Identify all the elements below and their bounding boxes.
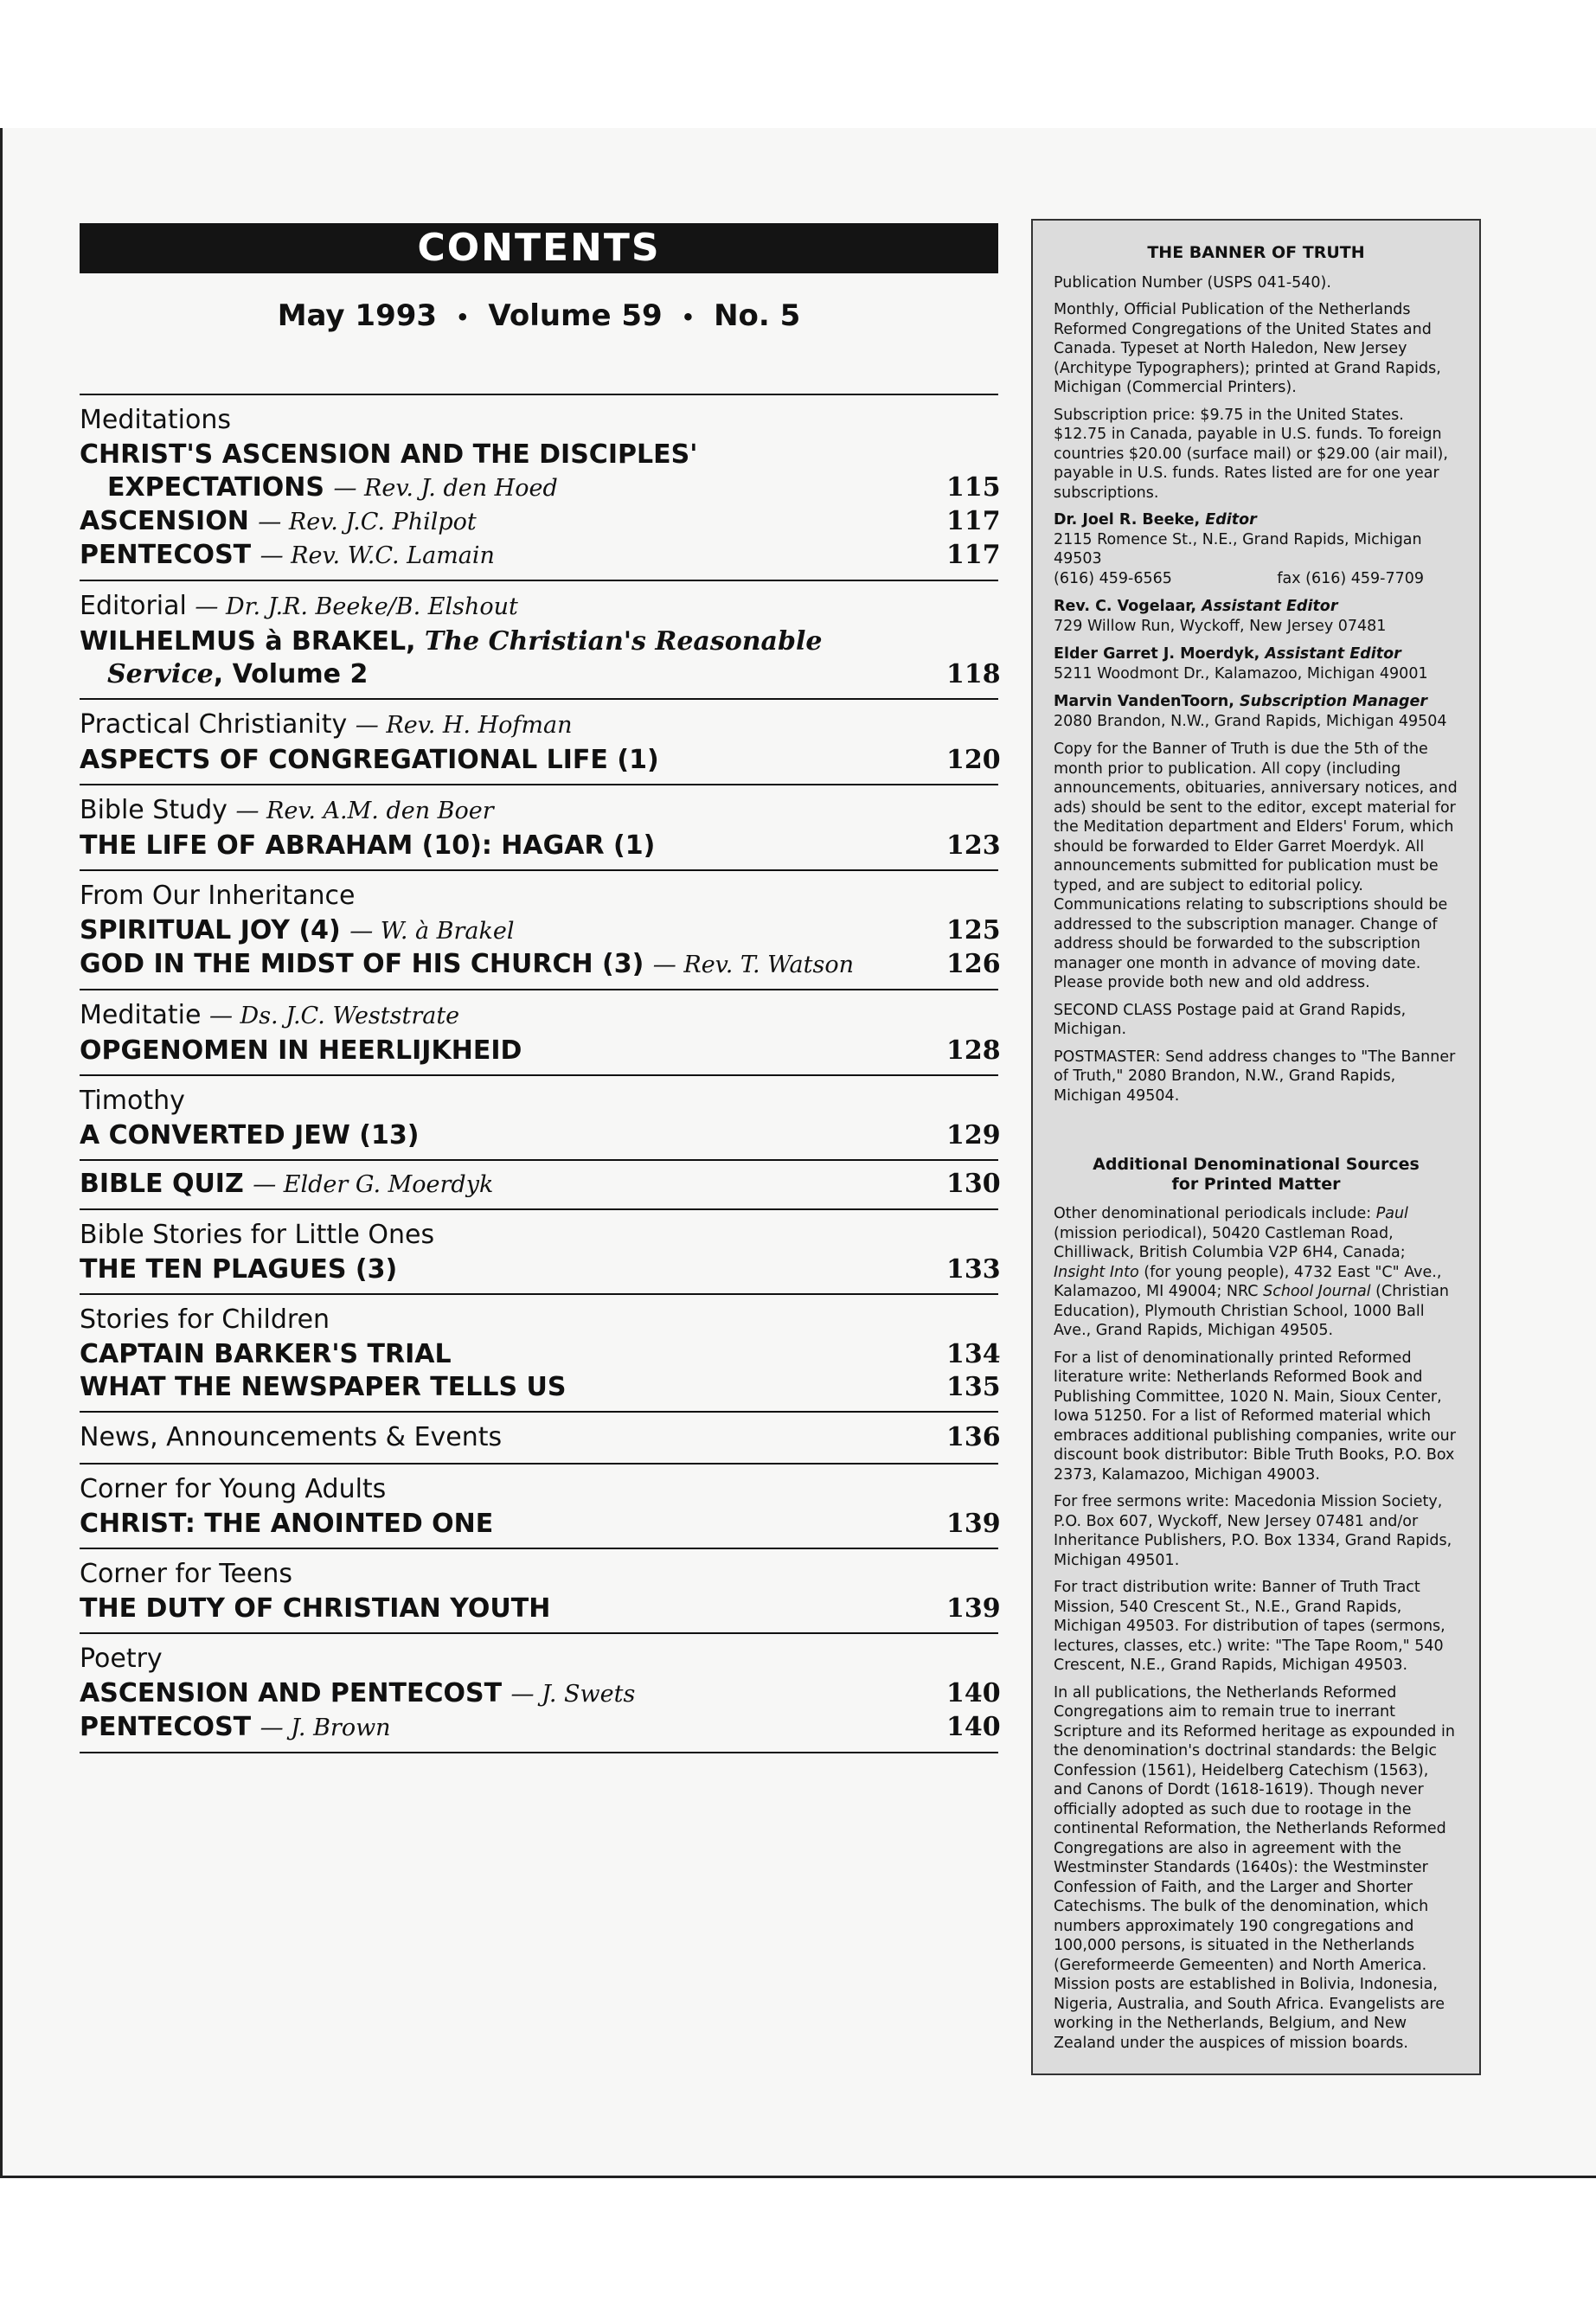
toc-section-poetry xyxy=(80,1632,1001,1752)
toc-entry-author: — W. à Brakel xyxy=(349,918,515,945)
toc-page-number: 125 xyxy=(946,915,1001,945)
page-edge-left xyxy=(0,128,3,2178)
toc-entry-author: — J. Swets xyxy=(510,1681,636,1708)
toc-page-number: 118 xyxy=(946,659,1001,689)
toc-entry-title: OPGENOMEN IN HEERLIJKHEID xyxy=(80,1035,522,1066)
toc-page-number: 117 xyxy=(946,540,1001,570)
standards-paragraph: In all publications, the Netherlands Reformed Congregations aim to remain true to inerrant Scripture and its Reformed heritage as expounded in the denomination's doctrinal standards: the Belgic Confession (1561), Heidelberg Catechism (1563), and Canons of Dordt (1618-1619). Though never officially adopted as such due to rootage in the continental Reformation, the Netherlands Reformed Congregations are also in agreement with the Westminster Standards (1640s): the Westminster Confession of Faith, and the Larger and Shorter Catechisms. The bulk of the denomination, which numbers approximately 190 congregations and 100,000 persons, is situated in the Netherlands (Gereformeerde Gemeenten) and North America. Mission posts are established in Bolivia, Indonesia, Nigeria, Australia, and South Africa. Evangelists are working in the Netherlands, Belgium, and New Zealand under the auspices of mission boards. xyxy=(1054,1683,1455,2052)
toc-entry-author: — Rev. J. den Hoed xyxy=(333,475,558,502)
toc-section-bible-stories xyxy=(80,1208,1001,1293)
editor-contact: Dr. Joel R. Beeke, Editor 2115 Romence St., N.E., Grand Rapids, Michigan 49503 (616) 459-6565 fax (616) 459-7709 xyxy=(1054,511,1424,587)
literature-paragraph: For a list of denominationally printed Reformed literature write: Netherlands Reformed Book and Publishing Committee, 1020 N. Main, Sioux Center, Iowa 51250. For a list of Reformed material which embraces additional publishing companies, write our discount book distributor: Bible Truth Books, P.O. Box 2373, Kalamazoo, Michigan 49003. xyxy=(1054,1349,1456,1484)
toc-entry-author: — Elder G. Moerdyk xyxy=(253,1171,494,1198)
toc-category: Editorial — Dr. J.R. Beeke/B. Elshout xyxy=(80,591,518,621)
toc-page-number: 139 xyxy=(946,1509,1001,1539)
toc-page-number: 126 xyxy=(946,949,1001,979)
toc-category-author: — Rev. H. Hofman xyxy=(355,712,573,739)
toc-category: Corner for Young Adults xyxy=(80,1474,387,1504)
postmaster-note: POSTMASTER: Send address changes to "The Banner of Truth," 2080 Brandon, N.W., Grand Rapids, Michigan 49504. xyxy=(1054,1048,1456,1105)
toc-section-timothy xyxy=(80,1074,1001,1159)
toc-section-bible-quiz xyxy=(80,1159,1001,1208)
spacer xyxy=(1054,1113,1458,1155)
toc-entry[interactable] xyxy=(80,539,1001,573)
contents-banner: CONTENTS xyxy=(80,223,998,273)
publication-description: Monthly, Official Publication of the Netherlands Reformed Congregations of the United States and Canada. Typeset at North Haledon, New Jersey (Architype Typographers); printed at Grand Rapids, Michigan (Commercial Printers). xyxy=(1054,301,1441,396)
toc-page-number: 136 xyxy=(946,1422,1001,1452)
publication-number: Publication Number (USPS 041-540). xyxy=(1054,273,1331,292)
toc-category-author: — Dr. J.R. Beeke/B. Elshout xyxy=(195,593,518,620)
toc-entry[interactable] xyxy=(80,1371,1001,1404)
toc-page-number: 130 xyxy=(946,1169,1001,1199)
toc-section-bible-study xyxy=(80,784,1001,869)
toc-page-number: 139 xyxy=(946,1593,1001,1624)
toc-category: Bible Stories for Little Ones xyxy=(80,1220,435,1250)
toc-category: Practical Christianity — Rev. H. Hofman xyxy=(80,709,573,740)
toc-entry-title: PENTECOST xyxy=(80,1712,252,1742)
toc-entry[interactable] xyxy=(80,505,1001,539)
toc-section-news xyxy=(80,1411,1001,1463)
toc-entry-author: — Rev. J.C. Philpot xyxy=(258,509,477,535)
toc-entry-title: EXPECTATIONS xyxy=(107,472,324,503)
toc-category: Meditations xyxy=(80,405,231,435)
table-of-contents xyxy=(80,394,1001,1753)
toc-category: Stories for Children xyxy=(80,1304,330,1335)
toc-page-number: 134 xyxy=(946,1339,1001,1369)
toc-entry-title: PENTECOST xyxy=(80,540,252,570)
masthead-sidebar xyxy=(1031,219,1481,2075)
masthead-title: THE BANNER OF TRUTH xyxy=(1147,243,1365,262)
toc-section-meditations xyxy=(80,394,1001,580)
subscription-manager-contact: Marvin VandenToorn, Subscription Manager 2080 Brandon, N.W., Grand Rapids, Michigan 49504 xyxy=(1054,693,1447,730)
toc-page-number: 135 xyxy=(946,1372,1001,1402)
toc-entry-title: A CONVERTED JEW (13) xyxy=(80,1120,420,1150)
toc-section-stories-for-children xyxy=(80,1293,1001,1411)
toc-section-young-adults xyxy=(80,1463,1001,1548)
toc-entry[interactable] xyxy=(80,1035,1001,1067)
toc-entry[interactable] xyxy=(80,1593,1001,1625)
toc-entry-title: THE LIFE OF ABRAHAM (10): HAGAR (1) xyxy=(80,830,656,861)
issue-line xyxy=(80,298,998,335)
toc-entry-title: , Volume 2 xyxy=(213,659,369,689)
toc-entry-title: GOD IN THE MIDST OF HIS CHURCH (3) xyxy=(80,949,644,979)
sermons-paragraph: For free sermons write: Macedonia Mission Society, P.O. Box 607, Wyckoff, New Jersey 07481 and/or Inheritance Publishers, P.O. Box 1334, Grand Rapids, Michigan 49501. xyxy=(1054,1493,1452,1569)
toc-entry[interactable] xyxy=(80,471,1001,505)
subscription-price: Subscription price: $9.75 in the United States. $12.75 in Canada, payable in U.S. funds. To foreign countries $20.00 (surface mail) or $29.00 (air mail), payable in U.S. funds. Rates listed are for one year subscriptions. xyxy=(1054,406,1448,502)
toc-entry-title: ASPECTS OF CONGREGATIONAL LIFE (1) xyxy=(80,745,659,775)
toc-entry-title[interactable]: WILHELMUS à BRAKEL, The Christian's Reasonable xyxy=(80,626,823,657)
bullet-icon: • xyxy=(681,304,695,330)
toc-entry-author: — Rev. T. Watson xyxy=(652,952,854,978)
page-edge-bottom xyxy=(0,2176,1596,2178)
postage-note: SECOND CLASS Postage paid at Grand Rapids, Michigan. xyxy=(1054,1001,1407,1038)
toc-page-number: 140 xyxy=(946,1678,1001,1708)
toc-entry[interactable] xyxy=(80,914,1001,948)
toc-entry-title: WHAT THE NEWSPAPER TELLS US xyxy=(80,1372,567,1402)
elder-contact: Elder Garret J. Moerdyk, Assistant Editor 5211 Woodmont Dr., Kalamazoo, Michigan 49001 xyxy=(1054,645,1428,683)
toc-entry[interactable] xyxy=(80,1711,1001,1745)
toc-page-number: 128 xyxy=(946,1035,1001,1066)
toc-entry-author: — Rev. W.C. Lamain xyxy=(260,542,495,569)
toc-entry[interactable] xyxy=(80,1119,1001,1152)
toc-entry-subtitle: The Christian's Reasonable xyxy=(424,626,823,657)
toc-category: Bible Study — Rev. A.M. den Boer xyxy=(80,795,494,825)
toc-entry[interactable] xyxy=(80,1253,1001,1286)
toc-section-editorial xyxy=(80,580,1001,698)
toc-entry[interactable] xyxy=(80,830,1001,862)
toc-entry-subtitle: Service xyxy=(107,659,214,689)
toc-category: Poetry xyxy=(80,1644,163,1674)
toc-entry-title: ASCENSION AND PENTECOST xyxy=(80,1678,503,1708)
toc-page-number: 140 xyxy=(946,1712,1001,1742)
toc-entry-title: CHRIST: THE ANOINTED ONE xyxy=(80,1509,494,1539)
toc-entry-title: CAPTAIN BARKER'S TRIAL xyxy=(80,1339,452,1369)
toc-entry[interactable] xyxy=(80,948,1001,982)
bullet-icon: • xyxy=(456,304,470,330)
toc-section-from-our-inheritance xyxy=(80,869,1001,989)
toc-entry-title: SPIRITUAL JOY (4) xyxy=(80,915,341,945)
toc-page-number: 123 xyxy=(946,830,1001,861)
toc-entry[interactable] xyxy=(80,744,1001,777)
toc-entry-title[interactable]: CHRIST'S ASCENSION AND THE DISCIPLES' xyxy=(80,439,698,470)
issue-date: May 1993 xyxy=(277,298,438,333)
toc-entry-author: — J. Brown xyxy=(260,1715,391,1741)
issue-number: No. 5 xyxy=(714,298,801,333)
copy-policy: Copy for the Banner of Truth is due the 5th of the month prior to publication. All copy (including announcements, obituaries, anniversary notices, and ads) should be sent to the editor, except material for the Meditation department and Elders' Forum, which should be forwarded to Elder Garret Moerdyk. All announcements submitted for publication must be typed, and are subject to editorial policy. Communications relating to subscriptions should be addressed to the subscription manager. Change of address should be forwarded to the subscription manager one month in advance of moving date. Please provide both new and old address. xyxy=(1054,740,1458,991)
toc-entry-title: THE TEN PLAGUES (3) xyxy=(80,1254,398,1285)
toc-category: Timothy xyxy=(80,1086,185,1116)
toc-entry[interactable] xyxy=(80,1508,1001,1541)
toc-page-number: 115 xyxy=(946,472,1001,503)
toc-section-meditatie xyxy=(80,989,1001,1074)
assistant-editor-contact: Rev. C. Vogelaar, Assistant Editor 729 Willow Run, Wyckoff, New Jersey 07481 xyxy=(1054,598,1387,635)
toc-section-teens xyxy=(80,1548,1001,1632)
toc-entry[interactable] xyxy=(80,1338,1001,1371)
tracts-paragraph: For tract distribution write: Banner of Truth Tract Mission, 540 Crescent St., N.E., Grand Rapids, Michigan 49503. For distribution of tapes (sermons, lectures, classes, etc.) write: "The Tape Room," 540 Crescent, N.E., Grand Rapids, Michigan 49503. xyxy=(1054,1579,1445,1674)
toc-page-number: 129 xyxy=(946,1120,1001,1150)
toc-entry-title: THE DUTY OF CHRISTIAN YOUTH xyxy=(80,1593,551,1624)
toc-section-practical-christianity xyxy=(80,698,1001,784)
toc-entry[interactable] xyxy=(80,1420,1001,1456)
toc-category: News, Announcements & Events xyxy=(80,1422,503,1452)
toc-category: Corner for Teens xyxy=(80,1559,293,1589)
toc-category-author: — Rev. A.M. den Boer xyxy=(235,798,494,824)
toc-entry[interactable] xyxy=(80,658,1001,691)
toc-entry-title: ASCENSION xyxy=(80,506,249,536)
toc-page-number: 117 xyxy=(946,506,1001,536)
toc-end-rule xyxy=(80,1752,998,1753)
issue-volume: Volume 59 xyxy=(488,298,663,333)
sources-heading: Additional Denominational Sources for Printed Matter xyxy=(1093,1155,1420,1194)
toc-category: From Our Inheritance xyxy=(80,881,356,911)
toc-page-number: 133 xyxy=(946,1254,1001,1285)
toc-entry-title: BIBLE QUIZ xyxy=(80,1169,244,1199)
toc-entry[interactable] xyxy=(80,1168,1001,1202)
periodicals-paragraph: Other denominational periodicals include: Paul (mission periodical), 50420 Castleman Road, Chilliwack, British Columbia V2P 6H4, Canada; Insight Into (for young people), 4732 East "C" Ave., Kalamazoo, MI 49004; NRC School Journal (Christian Education), Plymouth Christian School, 1000 Ball Ave., Grand Rapids, Michigan 49505. xyxy=(1054,1205,1450,1339)
toc-category-author: — Ds. J.C. Weststrate xyxy=(208,1003,460,1029)
toc-category: Meditatie — Ds. J.C. Weststrate xyxy=(80,1000,460,1030)
toc-entry[interactable] xyxy=(80,1677,1001,1711)
toc-page-number: 120 xyxy=(946,745,1001,775)
